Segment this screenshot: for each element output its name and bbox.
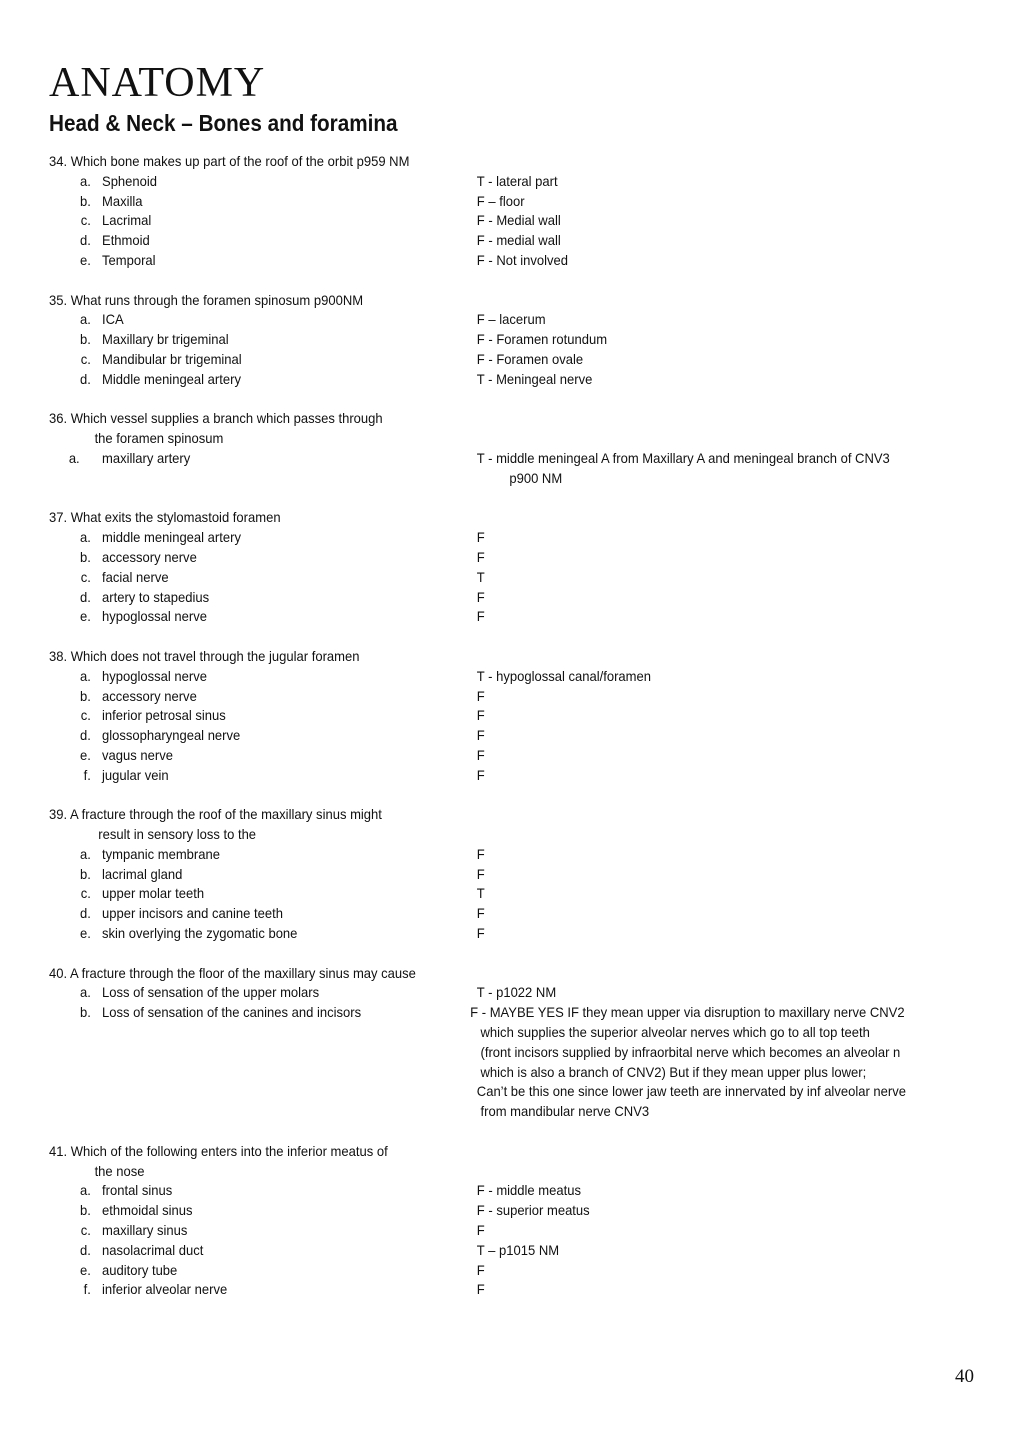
option [49, 706, 477, 726]
option-answer: F [476, 865, 485, 882]
option-text: ethmoidal sinus [102, 1202, 193, 1219]
option-answer: F - Not involved [476, 251, 568, 268]
question-block [49, 291, 905, 390]
option-text: accessory nerve [102, 548, 197, 565]
option-text: inferior petrosal sinus [102, 707, 226, 724]
option-letter: d. [79, 905, 91, 922]
option-text: Maxilla [102, 192, 143, 209]
option-answer: F [476, 746, 485, 763]
option-letter: b. [79, 1004, 91, 1021]
option-text: maxillary sinus [102, 1222, 188, 1239]
option-letter: d. [79, 1241, 91, 1258]
option-row [49, 924, 905, 944]
option-row [49, 983, 905, 1003]
option-row [49, 1003, 905, 1023]
option [49, 1241, 477, 1261]
option [49, 251, 477, 271]
option-text: skin overlying the zygomatic bone [102, 925, 298, 942]
option-row [49, 1181, 905, 1201]
question-text-continued: result in sensory loss to the [98, 826, 257, 843]
section-subtitle: Head & Neck – Bones and foramina [49, 110, 398, 136]
option-text: nasolacrimal duct [102, 1241, 204, 1258]
option-answer-continued: which is also a branch of CNV2) But if they mean upper plus lower; [480, 1063, 867, 1080]
option-text: middle meningeal artery [102, 529, 241, 546]
option-row [49, 904, 905, 924]
option-text: artery to stapedius [102, 588, 210, 605]
option-text: Mandibular br trigeminal [102, 350, 242, 367]
option [49, 528, 477, 548]
option-letter: c. [80, 212, 91, 229]
question-block [49, 647, 905, 786]
option-answer: F - Foramen ovale [476, 350, 584, 367]
option-letter: a. [79, 529, 91, 546]
option-row [49, 330, 905, 350]
option-row [49, 172, 905, 192]
option-answer: T [476, 885, 485, 902]
option-text: Middle meningeal artery [102, 370, 241, 387]
option [49, 904, 477, 924]
option-answer: F [476, 608, 485, 625]
option-letter: d. [79, 588, 91, 605]
option-letter: e. [79, 1261, 91, 1278]
option [49, 370, 477, 390]
option-letter: c. [80, 707, 91, 724]
question-block [49, 964, 905, 1122]
option [49, 924, 477, 944]
option [49, 1261, 477, 1281]
option-answer: F [476, 845, 485, 862]
option-letter: a. [79, 667, 91, 684]
option-answer: T - p1022 NM [476, 984, 557, 1001]
option-answer: F - MAYBE YES IF they mean upper via disruption to maxillary nerve CNV2 [470, 1004, 905, 1021]
option-text: hypoglossal nerve [102, 608, 207, 625]
option-answer-continued: p900 NM [509, 469, 563, 486]
page-number: 40 [955, 1366, 974, 1387]
option [49, 192, 477, 212]
option-answer: F [476, 766, 485, 783]
option-letter: e. [79, 925, 91, 942]
option-answer: F - Foramen rotundum [476, 331, 608, 348]
option-letter: d. [79, 727, 91, 744]
option-row [49, 370, 905, 390]
option-row [49, 865, 905, 885]
option-row [49, 1201, 905, 1221]
option [49, 667, 477, 687]
option-answer: F - middle meatus [476, 1182, 582, 1199]
option-answer: T - hypoglossal canal/foramen [476, 667, 651, 684]
option-answer-continued: which supplies the superior alveolar nerves which go to all top teeth [480, 1024, 870, 1041]
question-text-continued: the foramen spinosum [94, 430, 224, 447]
option-text: lacrimal gland [102, 865, 183, 882]
option-row [49, 548, 905, 568]
option-answer: F [476, 687, 485, 704]
option-answer: F - Medial wall [476, 212, 561, 229]
option [49, 310, 477, 330]
option-answer: F [476, 1222, 485, 1239]
option-letter: f. [83, 766, 91, 783]
option-answer: T - Meningeal nerve [476, 370, 593, 387]
option-row [49, 726, 905, 746]
question-text: 40. A fracture through the floor of the maxillary sinus may cause [49, 964, 416, 981]
option-text: Temporal [102, 251, 156, 268]
option-letter: e. [79, 251, 91, 268]
option-row [49, 568, 905, 588]
option [49, 1221, 477, 1241]
option-text: Loss of sensation of the canines and incisors [102, 1004, 362, 1021]
option-answer: F – floor [476, 192, 525, 209]
option-letter: c. [80, 350, 91, 367]
option-text: Ethmoid [102, 232, 150, 249]
option-letter: c. [80, 885, 91, 902]
option-answer: F [476, 529, 485, 546]
option-letter: a. [79, 172, 91, 189]
option-text: auditory tube [102, 1261, 178, 1278]
option-answer: F [476, 727, 485, 744]
option [49, 568, 477, 588]
option [49, 350, 477, 370]
option [49, 687, 477, 707]
option-text: Maxillary br trigeminal [102, 331, 229, 348]
option-letter: c. [80, 568, 91, 585]
option-answer: F – lacerum [476, 311, 546, 328]
question-text: 41. Which of the following enters into the inferior meatus of [49, 1142, 388, 1159]
option [49, 845, 477, 865]
option-row [49, 350, 905, 370]
option-row [49, 687, 905, 707]
option-letter: a. [79, 984, 91, 1001]
question-text: 38. Which does not travel through the jugular foramen [49, 647, 360, 664]
question-text: 36. Which vessel supplies a branch which passes through [49, 410, 383, 427]
option-answer-continued: (front incisors supplied by infraorbital nerve which becomes an alveolar n [480, 1043, 901, 1060]
question-block [49, 152, 905, 271]
option-row [49, 1221, 905, 1241]
option-row [49, 1280, 905, 1300]
option-text: vagus nerve [102, 746, 173, 763]
option [49, 746, 477, 766]
option-answer: F - medial wall [476, 232, 561, 249]
option-row [49, 667, 905, 687]
option-text: upper incisors and canine teeth [102, 905, 283, 922]
option-row [49, 706, 905, 726]
option [49, 449, 477, 469]
option-answer: T - middle meningeal A from Maxillary A and meningeal branch of CNV3 [476, 449, 890, 466]
option-text: Loss of sensation of the upper molars [102, 984, 320, 1001]
option-letter: b. [79, 331, 91, 348]
option [49, 726, 477, 746]
question-block [49, 1142, 905, 1300]
option-text: hypoglossal nerve [102, 667, 207, 684]
option-text: tympanic membrane [102, 845, 220, 862]
option-answer-continued: Can’t be this one since lower jaw teeth are innervated by inf alveolar nerve [476, 1083, 906, 1100]
option-answer: F [476, 1281, 485, 1298]
option-text: upper molar teeth [102, 885, 205, 902]
option-letter: d. [79, 370, 91, 387]
option-text: ICA [102, 311, 124, 328]
question-list [49, 152, 905, 1320]
option-letter: a. [68, 449, 80, 466]
option-row [49, 211, 905, 231]
option-row [49, 192, 905, 212]
option [49, 548, 477, 568]
option [49, 983, 477, 1003]
option-text: accessory nerve [102, 687, 197, 704]
option [49, 607, 477, 627]
option-answer: T – p1015 NM [476, 1241, 560, 1258]
option [49, 211, 477, 231]
option-row [49, 1241, 905, 1261]
option-letter: f. [83, 1281, 91, 1298]
option-answer: F [476, 1261, 485, 1278]
question-text: 35. What runs through the foramen spinosum p900NM [49, 291, 364, 308]
question-text: 37. What exits the stylomastoid foramen [49, 509, 281, 526]
option-letter: a. [79, 845, 91, 862]
question-block [49, 409, 905, 488]
option-row [49, 884, 905, 904]
option-letter: b. [79, 865, 91, 882]
option-letter: b. [79, 192, 91, 209]
option [49, 766, 477, 786]
option-letter: a. [79, 1182, 91, 1199]
option [49, 884, 477, 904]
option-letter: e. [79, 746, 91, 763]
option-answer: F [476, 588, 485, 605]
option-letter: a. [79, 311, 91, 328]
option-answer: F [476, 905, 485, 922]
question-block [49, 508, 905, 627]
option-text: jugular vein [102, 766, 169, 783]
option-answer: F - superior meatus [476, 1202, 590, 1219]
option-row [49, 251, 905, 271]
option [49, 865, 477, 885]
option-text: Lacrimal [102, 212, 152, 229]
option-row [49, 528, 905, 548]
option-row [49, 310, 905, 330]
option-text: facial nerve [102, 568, 169, 585]
option-letter: d. [79, 232, 91, 249]
option [49, 330, 477, 350]
question-text: 34. Which bone makes up part of the roof of the orbit p959 NM [49, 153, 410, 169]
option-row [49, 449, 905, 469]
option-answer: F [476, 925, 485, 942]
option-text: frontal sinus [102, 1182, 173, 1199]
option [49, 1280, 477, 1300]
option-row [49, 588, 905, 608]
option-letter: b. [79, 1202, 91, 1219]
option-row [49, 766, 905, 786]
question-block [49, 805, 905, 944]
option [49, 231, 477, 251]
option-row [49, 845, 905, 865]
option-row [49, 1261, 905, 1281]
option [49, 588, 477, 608]
option-row [49, 746, 905, 766]
option [49, 1181, 477, 1201]
option-letter: e. [79, 608, 91, 625]
question-text-continued: the nose [94, 1162, 145, 1179]
option-text: glossopharyngeal nerve [102, 727, 241, 744]
option [49, 1201, 477, 1221]
option [49, 172, 477, 192]
option [49, 1003, 470, 1023]
option-row [49, 231, 905, 251]
option-text: inferior alveolar nerve [102, 1281, 228, 1298]
option-answer: F [476, 548, 485, 565]
option-answer-continued: from mandibular nerve CNV3 [480, 1103, 650, 1120]
option-letter: c. [80, 1222, 91, 1239]
option-answer: T [476, 568, 485, 585]
option-row [49, 607, 905, 627]
option-text: Sphenoid [102, 172, 158, 189]
option-letter: b. [79, 548, 91, 565]
question-text: 39. A fracture through the roof of the maxillary sinus might [49, 806, 382, 823]
option-text: maxillary artery [102, 449, 191, 466]
option-answer: F [476, 707, 485, 724]
document-title: ANATOMY [49, 60, 266, 106]
option-letter: b. [79, 687, 91, 704]
option-answer: T - lateral part [476, 172, 558, 189]
